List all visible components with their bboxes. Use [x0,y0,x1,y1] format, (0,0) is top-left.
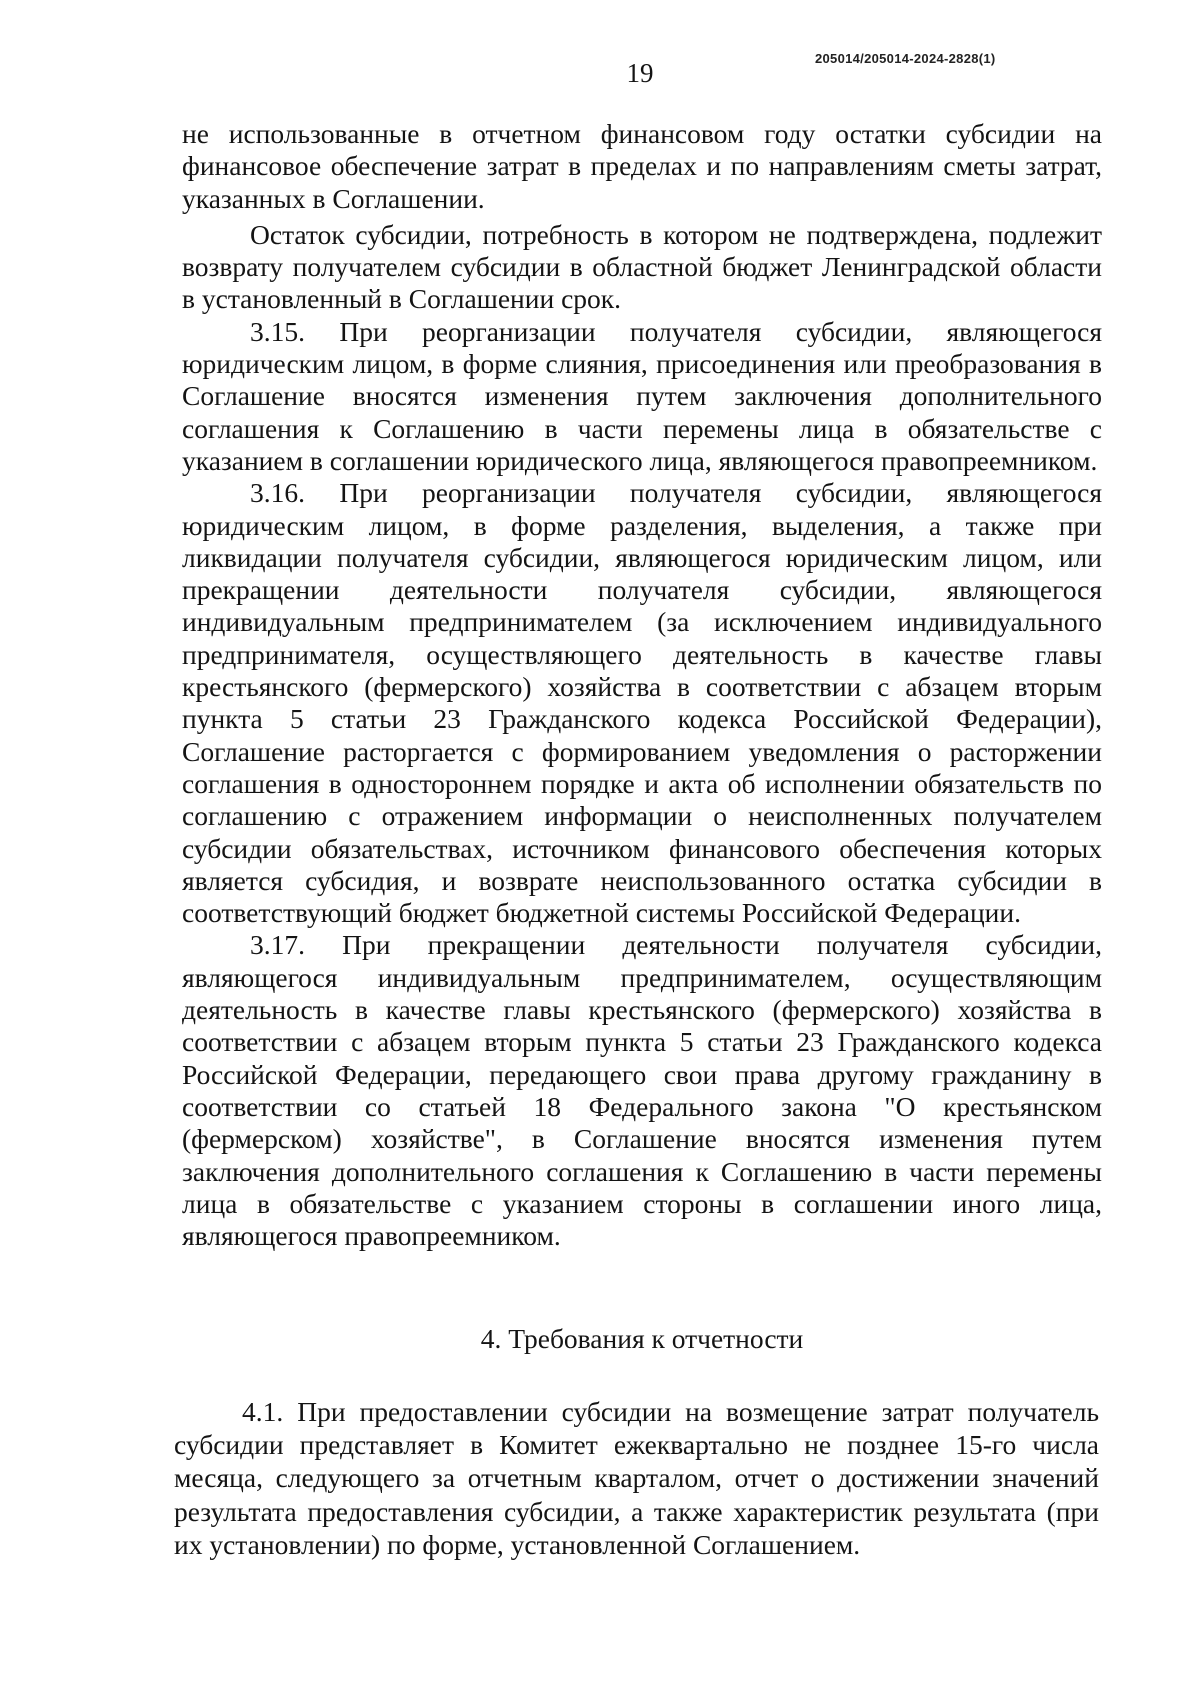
document-body [182,118,1102,1252]
paragraph-remainder: Остаток субсидии, потребность в котором не подтверждена, подлежит возврату получателем субсидии в областной бюджет Ленинградской области в установленный в Соглашении срок. [182,218,1102,315]
paragraph-3-15: 3.15. При реорганизации получателя субсидии, являющегося юридическим лицом, в форме слияния, присоединения или преобразования в Соглашение вносятся изменения путем заключения дополнительного соглашения к Соглашению в части перемены лица в обязательстве с указанием в соглашении юридического лица, являющегося правопреемником. [182,315,1102,476]
page-number: 19 [626,58,654,88]
paragraph-3-17: 3.17. При прекращении деятельности получателя субсидии, являющегося индивидуальным предпринимателем, осуществляющим деятельность в качестве главы крестьянского (фермерского) хозяйства в соответствии с абзацем вторым пункта 5 статьи 23 Гражданского кодекса Российской Федерации, передающего свои права другому гражданину в соответствии со статьей 18 Федерального закона "О крестьянском (фермерском) хозяйстве", в Соглашение вносятся изменения путем заключения дополнительного соглашения к Соглашению в части перемены лица в обязательстве с указанием стороны в соглашении иного лица, являющегося правопреемником. [182,929,1102,1252]
document-id: 205014/205014-2024-2828(1) [815,51,996,66]
paragraph-continuation: не использованные в отчетном финансовом году остатки субсидии на финансовое обеспечение затрат в пределах и по направлениям сметы затрат, указанных в Соглашении. [182,118,1102,214]
section-heading: 4. Требования к отчетности [480,1323,804,1354]
section-body [174,1395,1099,1561]
paragraph-3-16: 3.16. При реорганизации получателя субсидии, являющегося юридическим лицом, в форме разделения, выделения, а также при ликвидации получателя субсидии, являющегося юридическим лицом, или прекращении деятельности получателя субсидии, являющегося индивидуальным предпринимателем (за исключением индивидуального предпринимателя, осуществляющего деятельность в качестве главы крестьянского (фермерского) хозяйства в соответствии с абзацем вторым пункта 5 статьи 23 Гражданского кодекса Российской Федерации), Соглашение расторгается с формированием уведомления о расторжении соглашения в одностороннем порядке и акта об исполнении обязательств по соглашению с отражением информации о неисполненных получателем субсидии обязательствах, источником финансового обеспечения которых является субсидия, и возврате неиспользованного остатка субсидии в соответствующий бюджет бюджетной системы Российской Федерации. [182,477,1102,929]
paragraph-4-1: 4.1. При предоставлении субсидии на возмещение затрат получатель субсидии представляет в Комитет ежеквартально не позднее 15-го числа месяца, следующего за отчетным кварталом, отчет о достижении значений результата предоставления субсидии, а также характеристик результата (при их установлении) по форме, установленной Соглашением. [174,1396,1099,1560]
